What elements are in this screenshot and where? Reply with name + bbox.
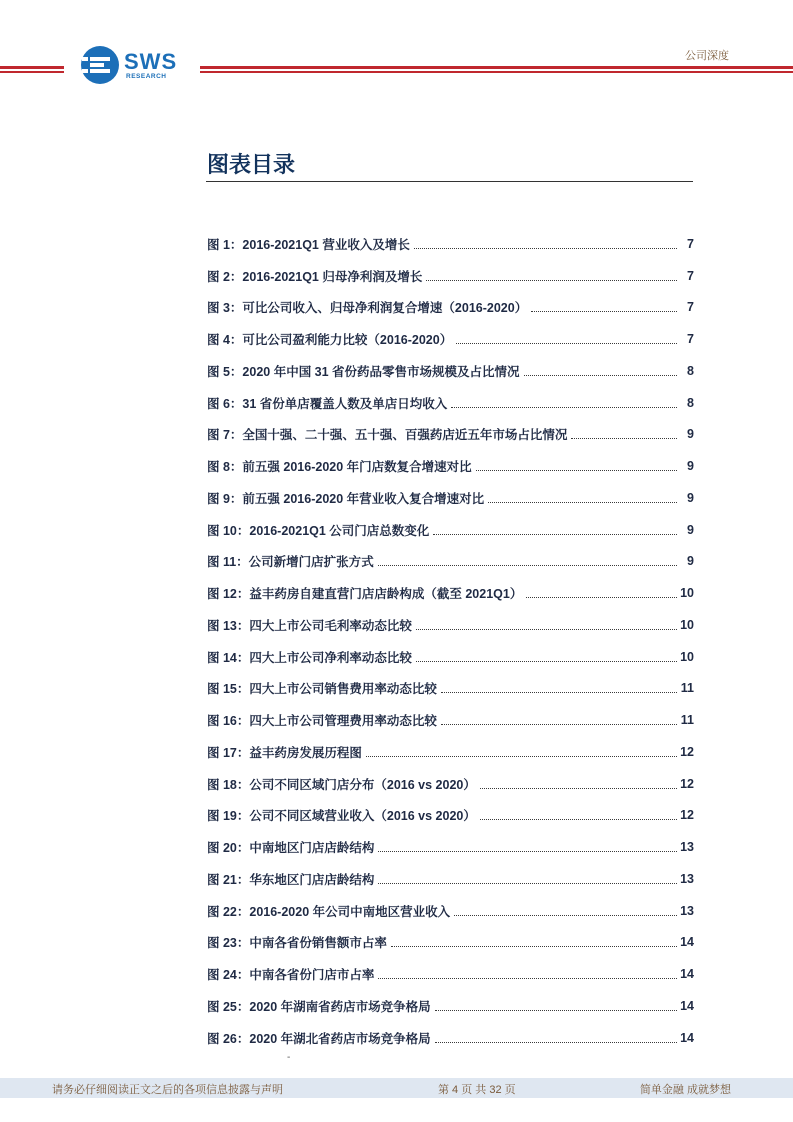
toc-entry[interactable] [207, 641, 694, 673]
toc-entry-label: 图 16：四大上市公司管理费用率动态比较 [207, 714, 437, 729]
toc-entry-page: 12 [680, 744, 694, 759]
toc-entry-label: 图 4：可比公司盈利能力比较（2016-2020） [207, 333, 453, 348]
toc-dot-leader [441, 691, 677, 693]
toc-entry-label: 图 12：益丰药房自建直营门店店龄构成（截至 2021Q1） [207, 587, 523, 602]
toc-dot-leader [416, 628, 677, 630]
toc-entry-label: 图 8：前五强 2016-2020 年门店数复合增速对比 [207, 460, 472, 475]
toc-entry-label: 图 18：公司不同区域门店分布（2016 vs 2020） [207, 777, 476, 792]
toc-entry-page: 9 [687, 427, 694, 442]
toc-entry-page: 8 [687, 395, 694, 410]
toc-dot-leader [571, 437, 677, 439]
toc-title: 图表目录 [207, 152, 296, 177]
sws-logo-icon [80, 45, 120, 85]
toc-entry-page: 14 [680, 967, 694, 982]
toc-dot-leader [433, 533, 677, 535]
logo-subtext: RESEARCH [126, 73, 167, 80]
toc-entry-label: 图 20：中南地区门店店龄结构 [207, 841, 375, 856]
toc-entry-page: 7 [687, 332, 694, 347]
toc-entry-label: 图 23：中南各省份销售额市占率 [207, 936, 387, 951]
toc-entry-page: 11 [680, 713, 694, 728]
toc-entry[interactable] [207, 546, 694, 578]
toc-entry[interactable] [207, 990, 694, 1022]
toc-entry-page: 14 [680, 935, 694, 950]
toc-entry-label: 图 14：四大上市公司净利率动态比较 [207, 650, 412, 665]
toc-entry[interactable] [207, 704, 694, 736]
toc-entry-page: 8 [687, 363, 694, 378]
toc-entry[interactable] [207, 323, 694, 355]
footer-slogan: 简单金融 成就梦想 [639, 1084, 731, 1096]
toc-entry-page: 12 [680, 808, 694, 823]
toc-entry[interactable] [207, 673, 694, 705]
toc-entry-page: 9 [687, 554, 694, 569]
toc-entry-label: 图 17：益丰药房发展历程图 [207, 745, 362, 760]
toc-entry-label: 图 24：中南各省份门店市占率 [207, 968, 375, 983]
toc-entry-label: 图 21：华东地区门店店龄结构 [207, 872, 375, 887]
figure-list [207, 228, 694, 1054]
toc-entry[interactable] [207, 895, 694, 927]
footer-disclaimer: 请务必仔细阅读正文之后的各项信息披露与声明 [52, 1084, 283, 1096]
toc-dot-leader [378, 564, 677, 566]
toc-entry[interactable] [207, 609, 694, 641]
toc-dot-leader [531, 310, 677, 312]
toc-entry-page: 13 [680, 871, 694, 886]
toc-entry[interactable] [207, 831, 694, 863]
page-footer [0, 1078, 793, 1098]
toc-dot-leader [366, 755, 677, 757]
toc-entry[interactable] [207, 736, 694, 768]
toc-dot-leader [414, 247, 677, 249]
toc-entry-page: 13 [680, 903, 694, 918]
toc-entry[interactable] [207, 958, 694, 990]
toc-dot-leader [456, 342, 677, 344]
toc-entry-page: 7 [687, 268, 694, 283]
toc-entry-label: 图 13：四大上市公司毛利率动态比较 [207, 618, 412, 633]
toc-entry-label: 图 7：全国十强、二十强、五十强、百强药店近五年市场占比情况 [207, 428, 568, 443]
toc-entry-label: 图 6：31 省份单店覆盖人数及单店日均收入 [207, 396, 448, 411]
toc-entry-page: 11 [680, 681, 694, 696]
toc-entry[interactable] [207, 260, 694, 292]
toc-dot-leader [480, 818, 677, 820]
toc-entry[interactable] [207, 577, 694, 609]
toc-entry[interactable] [207, 355, 694, 387]
sws-logo [80, 45, 190, 85]
toc-dot-leader [416, 660, 677, 662]
toc-entry-page: 7 [687, 300, 694, 315]
toc-entry[interactable] [207, 482, 694, 514]
toc-entry[interactable] [207, 1022, 694, 1054]
toc-entry-label: 图 5：2020 年中国 31 省份药品零售市场规模及占比情况 [207, 364, 520, 379]
toc-entry-page: 9 [687, 522, 694, 537]
toc-entry-label: 图 15：四大上市公司销售费用率动态比较 [207, 682, 437, 697]
toc-entry-label: 图 25：2020 年湖南省药店市场竞争格局 [207, 999, 431, 1014]
title-divider [206, 181, 693, 182]
toc-entry[interactable] [207, 387, 694, 419]
toc-dot-leader [451, 406, 677, 408]
toc-entry-page: 10 [680, 649, 694, 664]
page-mark: - [287, 1052, 291, 1063]
toc-dot-leader [524, 374, 677, 376]
toc-entry-page: 9 [687, 459, 694, 474]
toc-entry-label: 图 26：2020 年湖北省药店市场竞争格局 [207, 1031, 431, 1046]
header-rule-left [0, 66, 64, 74]
document-type: 公司深度 [685, 50, 729, 62]
footer-page-number: 第 4 页 共 32 页 [438, 1084, 516, 1096]
toc-entry-page: 14 [680, 1030, 694, 1045]
toc-entry[interactable] [207, 419, 694, 451]
toc-entry-page: 7 [687, 236, 694, 251]
toc-dot-leader [454, 914, 677, 916]
toc-dot-leader [435, 1041, 677, 1043]
toc-entry-label: 图 22：2016-2020 年公司中南地区营业收入 [207, 904, 451, 919]
toc-dot-leader [426, 279, 677, 281]
toc-dot-leader [378, 850, 677, 852]
toc-entry[interactable] [207, 292, 694, 324]
toc-dot-leader [435, 1009, 677, 1011]
toc-entry-page: 12 [680, 776, 694, 791]
toc-entry-label: 图 9：前五强 2016-2020 年营业收入复合增速对比 [207, 491, 485, 506]
toc-dot-leader [488, 501, 677, 503]
toc-entry-label: 图 3：可比公司收入、归母净利润复合增速（2016-2020） [207, 301, 528, 316]
toc-dot-leader [378, 977, 677, 979]
toc-entry-label: 图 2：2016-2021Q1 归母净利润及增长 [207, 269, 423, 284]
header-rule-right [200, 66, 793, 74]
toc-dot-leader [441, 723, 677, 725]
toc-entry[interactable] [207, 863, 694, 895]
toc-entry[interactable] [207, 768, 694, 800]
toc-entry[interactable] [207, 228, 694, 260]
toc-entry-page: 9 [687, 490, 694, 505]
toc-entry[interactable] [207, 927, 694, 959]
toc-entry-page: 10 [680, 586, 694, 601]
toc-entry-page: 14 [680, 998, 694, 1013]
toc-entry-page: 13 [680, 840, 694, 855]
toc-entry-page: 10 [680, 617, 694, 632]
logo-text: SWS [124, 49, 178, 74]
toc-entry-label: 图 11：公司新增门店扩张方式 [207, 555, 374, 570]
toc-entry[interactable] [207, 450, 694, 482]
toc-entry[interactable] [207, 514, 694, 546]
toc-entry[interactable] [207, 800, 694, 832]
toc-dot-leader [526, 596, 677, 598]
toc-entry-label: 图 1：2016-2021Q1 营业收入及增长 [207, 237, 410, 252]
toc-dot-leader [480, 787, 677, 789]
toc-dot-leader [378, 882, 677, 884]
toc-dot-leader [476, 469, 677, 471]
toc-entry-label: 图 19：公司不同区域营业收入（2016 vs 2020） [207, 809, 476, 824]
toc-entry-label: 图 10：2016-2021Q1 公司门店总数变化 [207, 523, 430, 538]
toc-dot-leader [391, 945, 677, 947]
